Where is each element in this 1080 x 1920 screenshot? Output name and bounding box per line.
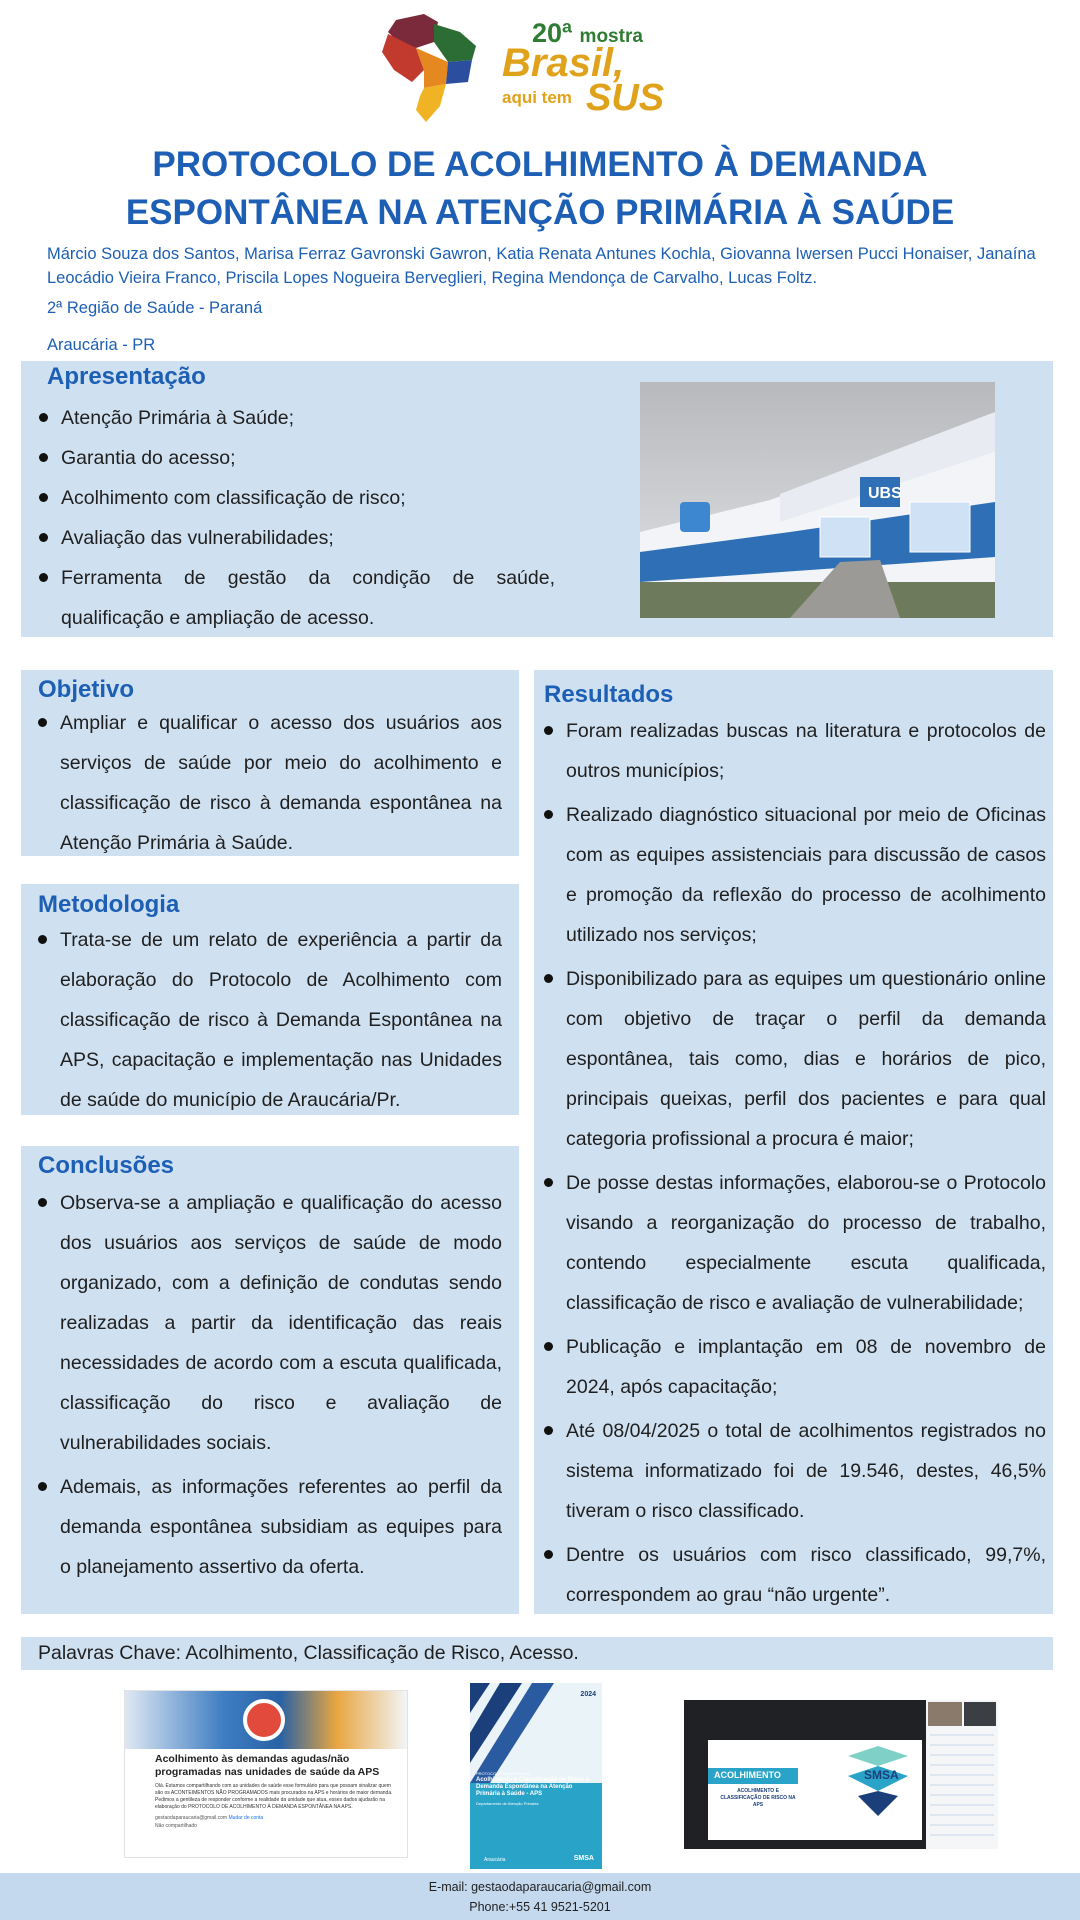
ubs-sign: UBS bbox=[868, 485, 902, 502]
cover-year: 2024 bbox=[580, 1691, 596, 1698]
logo-edition: 20ª bbox=[532, 18, 573, 48]
region: 2ª Região de Saúde - Paraná bbox=[47, 299, 263, 317]
list-item: Atenção Primária à Saúde; bbox=[39, 398, 555, 438]
list-item: Trata-se de um relato de experiência a partir da elaboração do Protocolo de Acolhimento com classificação de risco à Demanda Espontânea na APS, capacitação e implementação nas Unidades de saúde do município de Araucária/Pr. bbox=[38, 920, 502, 1120]
list-item: Ademais, as informações referentes ao perfil da demanda espontânea subsidiam as equipes para o planejamento assertivo da oferta. bbox=[38, 1467, 502, 1587]
footer-phone: Phone:+55 41 9521-5201 bbox=[469, 1900, 611, 1914]
list-item: Publicação e implantação em 08 de novembro de 2024, após capacitação; bbox=[544, 1327, 1046, 1407]
event-logo bbox=[376, 12, 676, 124]
cover-title: Acolhimento e Classificação de Risco à Demanda Espontânea na Atenção Primária à Saúde - APS bbox=[476, 1777, 590, 1797]
objetivo-title: Objetivo bbox=[38, 676, 135, 703]
form-shared: Não compartilhado bbox=[155, 1823, 197, 1829]
poster-title-line1: PROTOCOLO DE ACOLHIMENTO À DEMANDA bbox=[152, 145, 928, 184]
city: Araucária - PR bbox=[47, 336, 156, 354]
slide-subtitle: ACOLHIMENTO E CLASSIFICAÇÃO DE RISCO NA APS bbox=[720, 1788, 796, 1808]
objetivo-list bbox=[38, 703, 502, 863]
logo-brasil: Brasil, bbox=[502, 41, 625, 85]
list-item: Garantia do acesso; bbox=[39, 438, 555, 478]
participant-video bbox=[964, 1702, 996, 1726]
cover-city: Araucária bbox=[484, 1857, 506, 1863]
poster-title-line2: ESPONTÂNEA NA ATENÇÃO PRIMÁRIA À SAÚDE bbox=[125, 193, 955, 232]
list-item: De posse destas informações, elaborou-se o Protocolo visando a reorganização do processo de trabalho, contendo especialmente escuta qualificada, classificação de risco e avaliação de vulnerabilidade; bbox=[544, 1163, 1046, 1323]
apresentacao-title: Apresentação bbox=[47, 363, 206, 390]
authors: Márcio Souza dos Santos, Marisa Ferraz Gavronski Gawron, Katia Renata Antunes Kochla, Giovanna Iwersen Pucci Honaiser, Janaína Leocádio Vieira Franco, Priscila Lopes Nogueira Berveglieri, Regina Mendonça de Carvalho, Lucas Foltz. bbox=[47, 245, 1036, 287]
questionnaire-form-image bbox=[124, 1690, 408, 1858]
ubs-building-photo bbox=[640, 382, 995, 618]
logo-sus: SUS bbox=[586, 77, 665, 119]
cover-dept: Departamento de Atenção Primária bbox=[476, 1801, 539, 1806]
keywords: Palavras Chave: Acolhimento, Classificação de Risco, Acesso. bbox=[38, 1642, 579, 1664]
footer bbox=[0, 1873, 1080, 1920]
people-icon bbox=[243, 1699, 285, 1741]
list-item: Foram realizadas buscas na literatura e protocolos de outros municípios; bbox=[544, 711, 1046, 791]
slide-org: SMSA bbox=[864, 1768, 899, 1782]
slide-title: ACOLHIMENTO bbox=[714, 1770, 781, 1780]
conclusoes-title: Conclusões bbox=[38, 1152, 175, 1179]
list-item: Até 08/04/2025 o total de acolhimentos registrados no sistema informatizado foi de 19.546, destes, 46,5% tiveram o risco classificado. bbox=[544, 1411, 1046, 1531]
protocol-cover-image bbox=[470, 1683, 602, 1869]
participant-video bbox=[928, 1702, 962, 1726]
resultados-list bbox=[544, 711, 1046, 1615]
form-body: Olá. Estamos compartilhando com as unidades de saúde esse formulário para que possam sinalizar quem são os ACONTEIMENTOS NÃO PROGRAMADOS mais procurados na APS e horários de maior demanda. Pedimos a gentileza de responder conforme a realidade da unidade que atua, esses dados ajudarão na elaboração do PROTOCOLO DE ACOLHIMENTO À DEMANDA ESPONTÂNEA NA APS. bbox=[155, 1783, 393, 1810]
metodologia-list bbox=[38, 920, 502, 1120]
list-item: Avaliação das vulnerabilidades; bbox=[39, 518, 555, 558]
list-item: Disponibilizado para as equipes um questionário online com objetivo de traçar o perfil da demanda espontânea, tais como, dias e horários de pico, principais queixas, perfil dos pacientes e para qual categoria profissional a procura é maior; bbox=[544, 959, 1046, 1159]
resultados-title: Resultados bbox=[544, 681, 674, 708]
metodologia-title: Metodologia bbox=[38, 891, 180, 918]
video-meeting-image bbox=[684, 1700, 998, 1849]
list-item: Realizado diagnóstico situacional por meio de Oficinas com as equipes assistenciais para discussão de casos e promoção da reflexão do processo de acolhimento utilizado nos serviços; bbox=[544, 795, 1046, 955]
form-heading: Acolhimento às demandas agudas/não programadas nas unidades de saúde da APS bbox=[155, 1753, 380, 1778]
apresentacao-list bbox=[39, 398, 555, 638]
list-item: Ampliar e qualificar o acesso dos usuários aos serviços de saúde por meio do acolhimento e classificação de risco à demanda espontânea na Atenção Primária à Saúde. bbox=[38, 703, 502, 863]
form-email: gestaodaparaucaria@gmail.com bbox=[155, 1815, 228, 1821]
list-item: Ferramenta de gestão da condição de saúde, qualificação e ampliação de acesso. bbox=[39, 558, 555, 638]
logo-aqui-tem: aqui tem bbox=[502, 88, 572, 107]
form-switch-account[interactable]: Mudar de conta bbox=[228, 1815, 264, 1821]
list-item: Acolhimento com classificação de risco; bbox=[39, 478, 555, 518]
logo-mostra: mostra bbox=[579, 26, 643, 47]
list-item: Dentre os usuários com risco classificado, 99,7%, correspondem ao grau “não urgente”. bbox=[544, 1535, 1046, 1615]
cover-kind: PROTOCOLO ASSISTENCIAL bbox=[476, 1771, 532, 1776]
cover-org: SMSA bbox=[573, 1855, 594, 1862]
brazil-map-icon bbox=[376, 12, 496, 124]
list-item: Observa-se a ampliação e qualificação do acesso dos usuários aos serviços de saúde de modo organizado, com a definição de condutas sendo realizadas a partir da identificação das reais necessidades de acordo com a escuta qualificada, classificação do risco e avaliação de vulnerabilidades sociais. bbox=[38, 1183, 502, 1463]
footer-email: E-mail: gestaodaparaucaria@gmail.com bbox=[428, 1880, 652, 1894]
conclusoes-list bbox=[38, 1183, 502, 1587]
